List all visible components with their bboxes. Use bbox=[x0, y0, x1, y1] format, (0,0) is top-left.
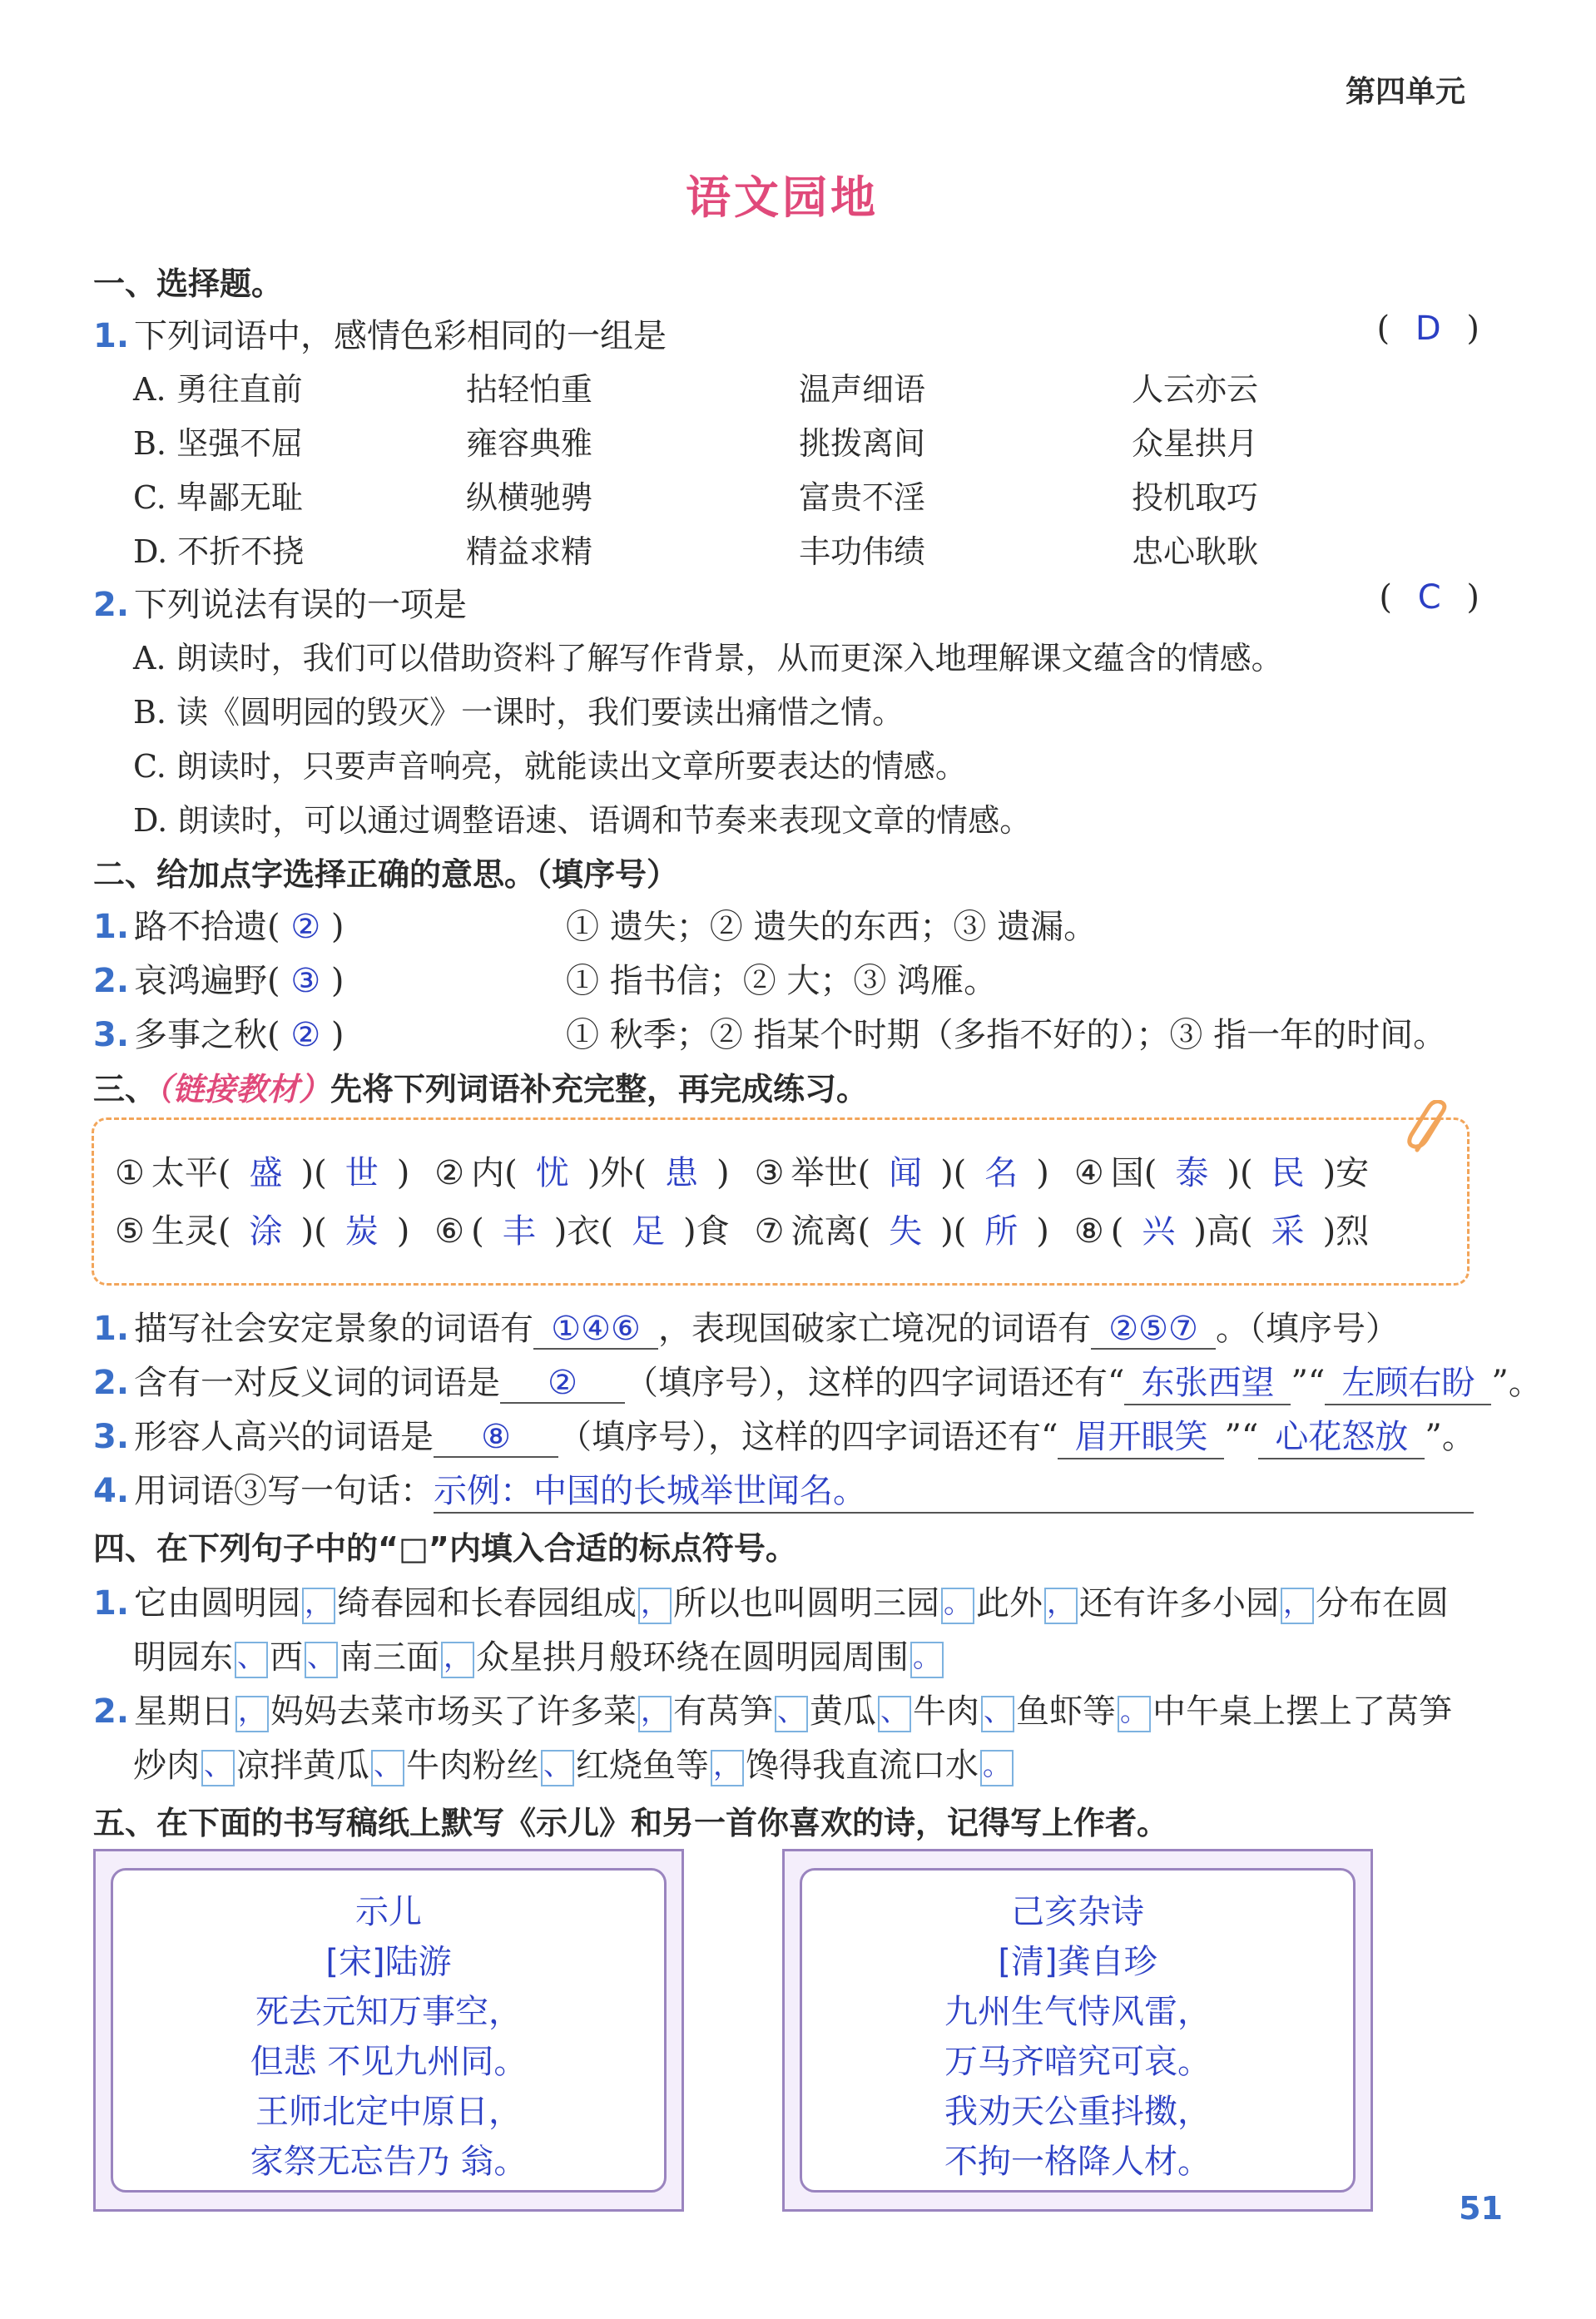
s1-q1-option-cell: 挑拨离间 bbox=[799, 425, 926, 462]
punctuation-box[interactable]: 。 bbox=[941, 1588, 974, 1624]
punctuation-box[interactable]: ， bbox=[1281, 1588, 1314, 1624]
idiom-text: ⑥ bbox=[434, 1212, 465, 1251]
idiom-answer: 足 bbox=[631, 1212, 665, 1251]
sentence-text: 星期日 bbox=[134, 1692, 235, 1731]
sentence-text: 牛肉粉丝 bbox=[406, 1747, 539, 1785]
sentence-text: 西 bbox=[270, 1638, 303, 1677]
punctuation-box[interactable]: 、 bbox=[371, 1750, 404, 1786]
punctuation-box[interactable]: ， bbox=[302, 1588, 335, 1624]
idiom-text: )安 bbox=[1322, 1154, 1370, 1192]
paperclip-icon bbox=[1405, 1100, 1455, 1158]
idiom-text: ) bbox=[1036, 1154, 1049, 1192]
sentence-text: 此外 bbox=[976, 1584, 1043, 1623]
poem-line: 但悲 不见九州同。 bbox=[250, 2043, 528, 2081]
s3-q2: 2. 含有一对反义词的词语是 ② （填序号），这样的四字词语还有“ 东张西望 ”“ 左顾右盼 ”。 bbox=[93, 1356, 1542, 1405]
sentence-text: 南三面 bbox=[340, 1638, 439, 1677]
sentence-text: 牛肉 bbox=[913, 1692, 980, 1731]
section-2-heading: 二、给加点字选择正确的意思。（填序号） bbox=[93, 856, 679, 893]
punctuation-box[interactable]: 、 bbox=[235, 1642, 268, 1678]
s2-item-2: 2. 哀鸿遍野( ③ ) bbox=[93, 962, 344, 1000]
section-4-heading: 四、在下列句子中的“□”内填入合适的标点符号。 bbox=[93, 1530, 797, 1567]
idiom-text: )( bbox=[940, 1212, 967, 1251]
poem-author: [宋]陆游 bbox=[325, 1943, 452, 1981]
idiom-text: ① bbox=[115, 1154, 145, 1192]
idiom-item bbox=[755, 1212, 1049, 1251]
idiom-text: ④ bbox=[1073, 1154, 1104, 1192]
idiom-answer: 闻 bbox=[889, 1154, 923, 1192]
poem-line: 不拘一格降人材。 bbox=[944, 2143, 1211, 2181]
poem-title: 示儿 bbox=[355, 1893, 422, 1931]
section-3-heading: 三、（链接教材）先将下列词语补充完整，再完成练习。 bbox=[93, 1071, 869, 1107]
idiom-answer: 忧 bbox=[535, 1154, 569, 1192]
sentence-text: 中午桌上摆上了莴笋 bbox=[1152, 1692, 1453, 1731]
punctuation-box[interactable]: 、 bbox=[878, 1696, 911, 1732]
idiom-text: 国( bbox=[1110, 1154, 1157, 1192]
poem-title: 己亥杂诗 bbox=[1011, 1893, 1144, 1931]
idiom-text: ) bbox=[1036, 1212, 1049, 1251]
section-5-heading: 五、在下面的书写稿纸上默写《示儿》和另一首你喜欢的诗，记得写上作者。 bbox=[93, 1805, 1169, 1841]
punctuation-box[interactable]: 。 bbox=[1118, 1696, 1151, 1732]
punctuation-box[interactable]: 、 bbox=[201, 1750, 235, 1786]
idiom-item bbox=[434, 1212, 729, 1251]
idiom-text: 举世( bbox=[791, 1154, 871, 1192]
idiom-text: 流离( bbox=[791, 1212, 871, 1251]
idiom-answer: 世 bbox=[344, 1154, 379, 1192]
s4-q2-line-2 bbox=[133, 1739, 1015, 1786]
s1-q1-option-cell: 雍容典雅 bbox=[466, 425, 593, 462]
idiom-answer: 采 bbox=[1271, 1212, 1305, 1251]
s1-q1-answer: ( D ) bbox=[1376, 310, 1480, 348]
sentence-text: 炒肉 bbox=[133, 1747, 200, 1785]
punctuation-box[interactable]: ， bbox=[711, 1750, 744, 1786]
idiom-item bbox=[1074, 1154, 1369, 1192]
idiom-text: 生灵( bbox=[151, 1212, 231, 1251]
page-title: 语文园地 bbox=[686, 171, 879, 224]
s4-q1-line-2 bbox=[133, 1631, 945, 1678]
idiom-answer: 盛 bbox=[249, 1154, 283, 1192]
s1-q2-option-c: C. 朗读时，只要声音响亮，就能读出文章所要表达的情感。 bbox=[133, 748, 967, 785]
s1-q1-option-cell: 投机取巧 bbox=[1132, 479, 1259, 516]
s2-item-3-meanings: ① 秋季；② 指某个时期（多指不好的）；③ 指一年的时间。 bbox=[566, 1016, 1447, 1054]
link-textbook-tag: （链接教材） bbox=[156, 1071, 331, 1107]
idiom-text: ( bbox=[1110, 1212, 1124, 1251]
idiom-row-1 bbox=[115, 1147, 1394, 1194]
s2-item-1-meanings: ① 遗失；② 遗失的东西；③ 遗漏。 bbox=[566, 908, 1098, 946]
poem-jihai-zashi bbox=[800, 1868, 1356, 2193]
idiom-text: )外( bbox=[587, 1154, 647, 1192]
idiom-text: )衣( bbox=[553, 1212, 613, 1251]
section-1-heading: 一、选择题。 bbox=[93, 265, 284, 302]
punctuation-box[interactable]: 、 bbox=[305, 1642, 338, 1678]
s2-item-3: 3. 多事之秋( ② ) bbox=[93, 1016, 344, 1054]
poem-line: 九州生气恃风雷， bbox=[944, 1993, 1211, 2031]
s1-q1-option-cell: C. 卑鄙无耻 bbox=[133, 479, 303, 516]
idiom-text: )( bbox=[1227, 1154, 1253, 1192]
sentence-text: 妈妈去菜市场买了许多菜 bbox=[270, 1692, 637, 1731]
s2-item-2-meanings: ① 指书信；② 大；③ 鸿雁。 bbox=[566, 962, 998, 1000]
idiom-answer: 兴 bbox=[1142, 1212, 1176, 1251]
sentence-text: 凉拌黄瓜 bbox=[236, 1747, 369, 1785]
s3-q1: 1. 描写社会安定景象的词语有 ①④⑥ ，表现国破家亡境况的词语有 ②⑤⑦ 。（填序号） bbox=[93, 1310, 1400, 1348]
sentence-text: 黄瓜 bbox=[810, 1692, 877, 1731]
idiom-row-2 bbox=[115, 1205, 1394, 1252]
s1-q1-option-cell: D. 不折不挠 bbox=[133, 533, 305, 570]
punctuation-box[interactable]: 、 bbox=[775, 1696, 808, 1732]
idiom-text: ) bbox=[716, 1154, 730, 1192]
page-number: 51 bbox=[1459, 2190, 1503, 2227]
writing-sheet-1 bbox=[93, 1849, 684, 2212]
s1-q2-option-a: A. 朗读时，我们可以借助资料了解写作背景，从而更深入地理解课文蕴含的情感。 bbox=[133, 640, 1283, 676]
s1-q1: 1. 下列词语中，感情色彩相同的一组是 bbox=[93, 317, 667, 355]
sentence-text: 它由圆明园 bbox=[134, 1584, 301, 1623]
sentence-text: 明园东 bbox=[133, 1638, 233, 1677]
idiom-text: ② bbox=[434, 1154, 465, 1192]
idiom-text: ) bbox=[396, 1212, 410, 1251]
poem-line: 死去元知万事空， bbox=[255, 1993, 522, 2031]
idiom-item bbox=[434, 1154, 729, 1192]
sentence-text: 红烧鱼等 bbox=[576, 1747, 709, 1785]
s4-q1-line-1 bbox=[93, 1577, 1449, 1624]
s4-q2-line-1 bbox=[93, 1685, 1452, 1732]
s1-q1-option-cell: 精益求精 bbox=[466, 533, 593, 570]
idiom-text: ③ bbox=[754, 1154, 785, 1192]
idiom-answer: 炭 bbox=[344, 1212, 379, 1251]
poem-line: 万马齐喑究可哀。 bbox=[944, 2043, 1211, 2081]
punctuation-box[interactable]: 。 bbox=[910, 1642, 944, 1678]
punctuation-box[interactable]: 、 bbox=[981, 1696, 1014, 1732]
sentence-text: 有莴笋 bbox=[673, 1692, 774, 1731]
writing-sheet-2 bbox=[782, 1849, 1373, 2212]
sentence-text: 还有许多小园 bbox=[1079, 1584, 1280, 1623]
punctuation-box[interactable]: 、 bbox=[541, 1750, 574, 1786]
idiom-text: ⑦ bbox=[754, 1212, 785, 1251]
poem-author: [清]龚自珍 bbox=[998, 1943, 1157, 1981]
unit-label: 第四单元 bbox=[1345, 75, 1465, 109]
s1-q2-option-d: D. 朗读时，可以通过调整语速、语调和节奏来表现文章的情感。 bbox=[133, 802, 1032, 839]
s1-q1-option-cell: 忠心耿耿 bbox=[1132, 533, 1259, 570]
s1-q1-option-cell: A. 勇往直前 bbox=[133, 371, 303, 408]
idiom-text: ) bbox=[396, 1154, 410, 1192]
idiom-text: ( bbox=[471, 1212, 484, 1251]
punctuation-box[interactable]: ， bbox=[638, 1588, 672, 1624]
idiom-item bbox=[1074, 1212, 1369, 1251]
idiom-text: )烈 bbox=[1322, 1212, 1370, 1251]
s3-q3: 3. 形容人高兴的词语是 ⑧ （填序号），这样的四字词语还有“ 眉开眼笑 ”“ 心花怒放 ”。 bbox=[93, 1410, 1475, 1459]
s1-q2-answer: ( C ) bbox=[1379, 578, 1480, 617]
s3-q4: 4. 用词语③写一句话：示例：中国的长城举世闻名。 bbox=[93, 1464, 1474, 1514]
sentence-text: 馋得我直流口水 bbox=[746, 1747, 979, 1785]
punctuation-box[interactable]: ， bbox=[638, 1696, 672, 1732]
idiom-answer: 名 bbox=[984, 1154, 1019, 1192]
idiom-text: )( bbox=[300, 1212, 327, 1251]
idiom-text: )高( bbox=[1193, 1212, 1253, 1251]
s1-q1-option-cell: 拈轻怕重 bbox=[466, 371, 593, 408]
idiom-answer: 泰 bbox=[1175, 1154, 1209, 1192]
poem-line: 家祭无忘告乃 翁。 bbox=[250, 2143, 528, 2181]
idiom-text: 太平( bbox=[151, 1154, 231, 1192]
punctuation-box[interactable]: ， bbox=[441, 1642, 474, 1678]
idiom-text: ⑤ bbox=[115, 1212, 145, 1251]
s1-q2: 2. 下列说法有误的一项是 bbox=[93, 586, 468, 624]
sentence-text: 鱼虾等 bbox=[1016, 1692, 1117, 1731]
punctuation-box[interactable]: ， bbox=[1044, 1588, 1078, 1624]
poem-shi-er bbox=[111, 1868, 667, 2193]
idiom-text: 内( bbox=[471, 1154, 518, 1192]
s1-q1-option-cell: 温声细语 bbox=[799, 371, 926, 408]
idiom-item bbox=[115, 1154, 409, 1192]
question-number: 1. bbox=[93, 1584, 130, 1623]
idiom-answer: 患 bbox=[664, 1154, 698, 1192]
s1-q1-option-cell: 富贵不淫 bbox=[799, 479, 926, 516]
idiom-answer: 失 bbox=[889, 1212, 923, 1251]
idiom-item bbox=[115, 1212, 409, 1251]
punctuation-box[interactable]: ， bbox=[235, 1696, 269, 1732]
s1-q1-option-cell: 纵横驰骋 bbox=[466, 479, 593, 516]
s1-q1-option-cell: 众星拱月 bbox=[1132, 425, 1259, 462]
question-number: 2. bbox=[93, 1692, 130, 1731]
idiom-answer: 所 bbox=[984, 1212, 1019, 1251]
idiom-box bbox=[92, 1117, 1470, 1286]
s1-q1-option-cell: 人云亦云 bbox=[1132, 371, 1259, 408]
idiom-answer: 丰 bbox=[502, 1212, 536, 1251]
sentence-text: 分布在圆 bbox=[1316, 1584, 1450, 1623]
s1-q2-option-b: B. 读《圆明园的毁灭》一课时，我们要读出痛惜之情。 bbox=[133, 694, 905, 731]
idiom-text: )( bbox=[300, 1154, 327, 1192]
idiom-text: ⑧ bbox=[1073, 1212, 1104, 1251]
sentence-text: 众星拱月般环绕在圆明园周围 bbox=[476, 1638, 909, 1677]
poem-line: 我劝天公重抖擞， bbox=[944, 2093, 1211, 2131]
s2-item-1: 1. 路不拾遗( ② ) bbox=[93, 908, 344, 946]
poem-line: 王师北定中原日， bbox=[255, 2093, 522, 2131]
idiom-text: )( bbox=[940, 1154, 967, 1192]
idiom-text: )食 bbox=[682, 1212, 730, 1251]
sentence-text: 绮春园和长春园组成 bbox=[337, 1584, 637, 1623]
idiom-answer: 涂 bbox=[249, 1212, 283, 1251]
punctuation-box[interactable]: 。 bbox=[980, 1750, 1014, 1786]
idiom-item bbox=[755, 1154, 1049, 1192]
sentence-text: 所以也叫圆明三园 bbox=[673, 1584, 940, 1623]
idiom-answer: 民 bbox=[1271, 1154, 1305, 1192]
s1-q1-option-cell: B. 坚强不屈 bbox=[133, 425, 304, 462]
s1-q1-option-cell: 丰功伟绩 bbox=[799, 533, 926, 570]
